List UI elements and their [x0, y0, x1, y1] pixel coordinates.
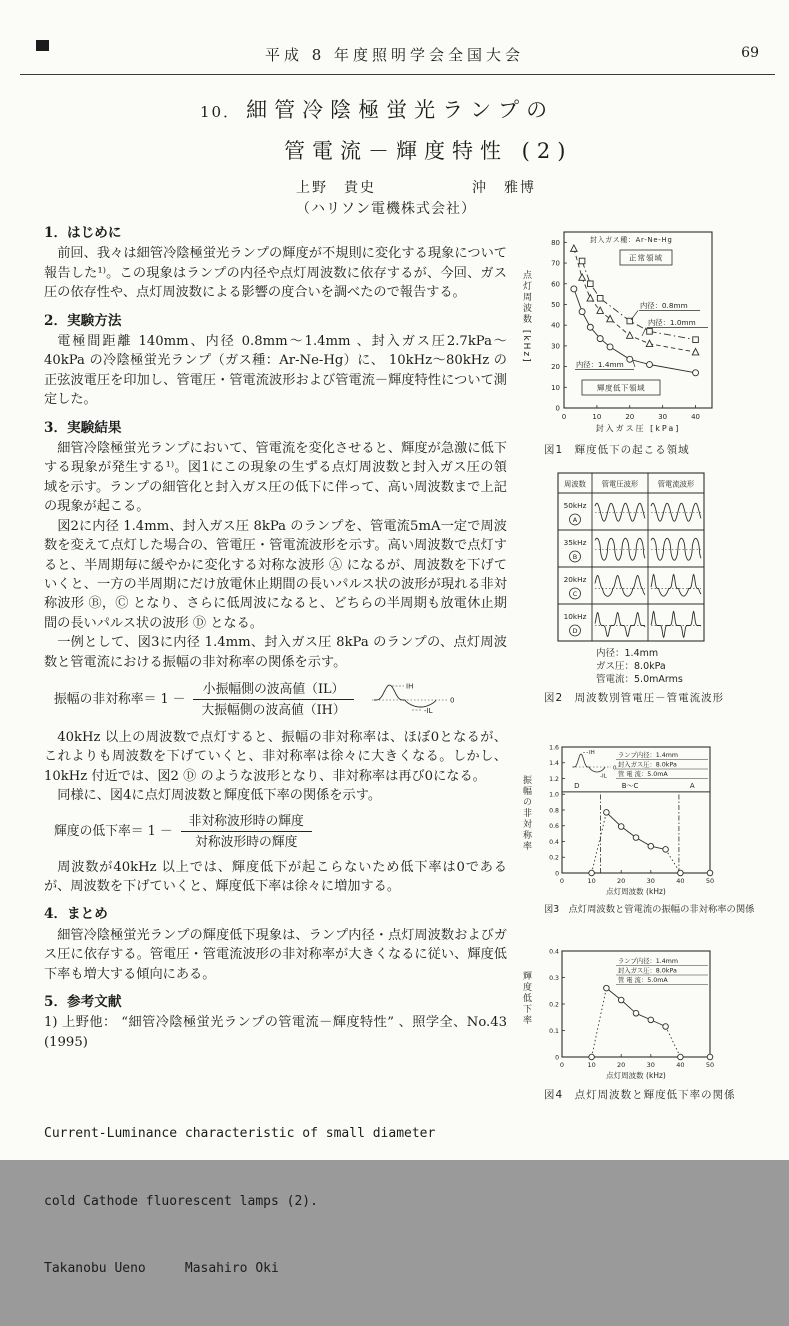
paragraph: 図2に内径 1.4mm、封入ガス圧 8kPa のランプを、管電流5mA一定で周波数を変えて点灯した場合の、管電圧・管電流波形を示す。高い周波数で点灯すると、半周期毎に緩やかに変化する対称な波形 Ⓐ になるが、周波数を下げていくと、一方の半周期にだけ放電休止期間の長いパルス状の波形が現れる非対称波形 Ⓑ，Ⓒ となり、さらに低周波になると、どちらの半周期も放電休止期間の長いパルス状の波形 Ⓓ となる。: [44, 518, 507, 631]
paper-number: 10．: [200, 103, 241, 121]
data-point: [587, 324, 593, 330]
svg-text:0.2: 0.2: [549, 1001, 559, 1009]
svg-text:0.8: 0.8: [549, 807, 559, 815]
condition-line: 内径：1.4mm: [596, 648, 659, 659]
english-title-line: Current-Luminance characteristic of small diameter: [44, 1126, 436, 1142]
svg-text:50: 50: [551, 300, 560, 309]
formula-numerator: 小振幅側の波高値（IL）: [193, 681, 353, 700]
data-point: [607, 315, 614, 321]
figure1-chart: [532, 224, 772, 438]
x-axis-label: 点灯周波数 (kHz): [606, 887, 666, 896]
data-point: [589, 1054, 595, 1060]
data-point: [663, 847, 669, 853]
header-rule: [20, 74, 775, 75]
paragraph: 一例として、図3に内径 1.4mm、封入ガス圧 8kPa のランプの、点灯周波数と管電流における振幅の非対称率の関係を示す。: [44, 635, 507, 670]
data-point: [633, 835, 639, 841]
data-point: [648, 843, 654, 849]
reference-entry: 1) 上野他： “細管冷陰極蛍光ランプの管電流－輝度特性” 、照学全、No.43 (1995): [44, 1015, 507, 1050]
svg-text:0.1: 0.1: [549, 1027, 559, 1035]
svg-text:0: 0: [559, 877, 565, 885]
data-point: [579, 274, 586, 280]
formula-luminance-drop: [54, 813, 507, 851]
svg-text:20: 20: [617, 1061, 626, 1069]
svg-text:20: 20: [617, 877, 626, 885]
svg-text:封入ガス種：Ar-Ne-Hg: 封入ガス種：Ar-Ne-Hg: [590, 236, 673, 244]
formula-lhs: 振幅の非対称率＝ 1 －: [54, 692, 186, 708]
data-point: [571, 245, 578, 251]
section-heading-3: 3．実験結果: [44, 419, 122, 436]
figure2-caption: 図2 周波数別管電圧－管電流波形: [544, 692, 725, 704]
section-heading-5: 5．参考文献: [44, 994, 122, 1010]
data-point: [648, 1017, 654, 1023]
formula-denominator: 対称波形時の輝度: [195, 834, 298, 850]
svg-text:0.4: 0.4: [549, 838, 559, 846]
row-frequency: 10kHz: [563, 612, 587, 621]
body-left-column: [44, 224, 507, 1326]
svg-text:0.4: 0.4: [549, 948, 559, 956]
svg-text:C: C: [572, 590, 578, 598]
data-point: [607, 344, 613, 350]
formula-fraction: [181, 813, 312, 851]
paragraph: 40kHz 以上の周波数で点灯すると、振幅の非対称率は、ほぼ0となるが、これよりも周波数を下げていくと、非対称率は徐々に大きくなる。しかし、10kHz 付近では、図2 Ⓓ のような波形となり、非対称率は再び0になる。: [44, 729, 507, 784]
paper-title-line2: 管電流－輝度特性 (2): [284, 139, 573, 163]
data-point: [571, 286, 577, 292]
paper-title-line1: [200, 94, 554, 124]
waveform-trace: [595, 613, 645, 637]
data-point: [626, 332, 633, 338]
english-title-line: cold Cathode fluorescent lamps (2).: [44, 1193, 318, 1209]
table-header: 管電流波形: [657, 479, 695, 489]
formula-fraction: [193, 681, 353, 719]
data-point: [579, 309, 585, 315]
svg-text:30: 30: [646, 877, 655, 885]
svg-text:30: 30: [551, 342, 560, 351]
svg-text:30: 30: [646, 1061, 655, 1069]
svg-text:0.2: 0.2: [549, 854, 559, 862]
figure-3: [520, 741, 784, 915]
svg-text:正常領域: 正常領域: [629, 253, 663, 263]
data-point: [678, 1054, 684, 1060]
inset-waveform: [572, 750, 617, 780]
condition-line: 管電流：5.0mArms: [596, 674, 683, 685]
figure2-waveform-table: [532, 471, 772, 643]
region-label: B～C: [621, 781, 639, 790]
waveform-trace: [595, 576, 645, 597]
paragraph: 細管冷陰極蛍光ランプの輝度低下現象は、ランプ内径・点灯周波数およびガス圧に依存する。管電圧・管電流波形の非対称率が大きくなるに従い、輝度低下率も増大する傾向にある。: [44, 927, 507, 982]
legend-line: 封入ガス圧：8.0kPa: [618, 761, 677, 769]
section-heading-1: 1．はじめに: [44, 225, 122, 241]
row-frequency: 35kHz: [563, 538, 587, 547]
data-point: [618, 824, 624, 830]
paragraph: 電極間距離 140mm、内径 0.8mm～1.4mm 、封入ガス圧2.7kPa～40kPa の冷陰極蛍光ランプ（ガス種：Ar-Ne-Hg）に、 10kHz～80kHz の正弦波電圧を印加し、管電圧・管電流波形および管電流－輝度特性について測定した。: [44, 334, 507, 408]
svg-text:10: 10: [592, 413, 602, 421]
legend-line: 管 電 流：5.0mA: [618, 977, 668, 984]
svg-text:輝度低下領域: 輝度低下領域: [597, 383, 645, 393]
svg-text:80: 80: [551, 238, 560, 247]
figure3-chart: [532, 741, 772, 897]
data-point: [646, 340, 653, 346]
svg-text:20: 20: [551, 363, 560, 372]
figure1-caption: 図1 輝度低下の起こる領域: [544, 444, 690, 456]
paragraph: 前回、我々は細管冷陰極蛍光ランプの輝度が不規則に変化する現象について報告した¹⁾。この現象はランプの内径や点灯周波数に依存するが、今回、ガス圧の依存性や、点灯周波数による影響の度合いを調べたので報告する。: [44, 246, 507, 301]
series-label: 内径：0.8mm: [640, 301, 688, 310]
data-point: [647, 329, 653, 335]
waveform-inset: [368, 679, 456, 721]
svg-text:0: 0: [561, 413, 567, 421]
svg-text:10: 10: [551, 383, 560, 392]
data-point: [663, 1024, 669, 1030]
svg-text:D: D: [572, 627, 578, 635]
formula-numerator: 非対称波形時の輝度: [181, 813, 312, 832]
svg-text:0.6: 0.6: [549, 823, 559, 831]
svg-text:0: 0: [555, 404, 560, 413]
section-heading-2: 2．実験方法: [44, 312, 122, 329]
figures-column: [520, 224, 784, 1102]
data-point: [678, 870, 684, 876]
affiliation: （ハリソン電機株式会社）: [296, 201, 476, 217]
data-point: [587, 295, 594, 301]
legend-line: 管 電 流：5.0mA: [618, 771, 668, 778]
svg-text:1.0: 1.0: [549, 791, 559, 799]
data-point: [633, 1010, 639, 1016]
page-number: 69: [741, 45, 759, 61]
legend-line: 封入ガス圧：8.0kPa: [618, 967, 677, 975]
data-point: [707, 870, 713, 876]
english-title-block: [44, 1078, 507, 1326]
svg-text:10: 10: [587, 877, 596, 885]
authors: 上野 貴史 沖 雅博: [296, 180, 536, 196]
data-point: [693, 370, 699, 376]
svg-text:B: B: [572, 553, 578, 561]
svg-text:-IL: -IL: [423, 706, 433, 715]
figure-4: [520, 945, 784, 1102]
waveform-trace: [651, 575, 701, 597]
figure-1: [520, 224, 784, 457]
data-point: [579, 258, 585, 264]
data-point: [604, 985, 610, 991]
svg-text:0: 0: [555, 870, 559, 878]
formula-denominator: 大振幅側の波高値（IH）: [201, 702, 346, 718]
svg-text:70: 70: [551, 259, 560, 268]
svg-text:0: 0: [449, 696, 455, 705]
condition-line: ガス圧：8.0kPa: [596, 661, 666, 672]
figure1-y-axis-label: 点灯周波数 [kHz]: [521, 270, 531, 364]
data-point: [588, 281, 594, 287]
formula-lhs: 輝度の低下率＝ 1 －: [54, 824, 173, 840]
x-axis-label: 封入ガス圧 [kPa]: [595, 424, 681, 433]
svg-text:40: 40: [691, 413, 701, 421]
svg-text:10: 10: [587, 1061, 596, 1069]
region-label: D: [574, 781, 580, 790]
svg-text:0: 0: [613, 765, 617, 772]
data-point: [627, 356, 633, 362]
svg-text:0: 0: [555, 1054, 559, 1062]
legend-line: ランプ内径：1.4mm: [618, 752, 679, 759]
section-heading-4: 4．まとめ: [44, 906, 108, 923]
svg-text:40: 40: [676, 1061, 685, 1069]
svg-text:0: 0: [559, 1061, 565, 1069]
data-point: [597, 295, 603, 301]
svg-text:IH: IH: [589, 750, 595, 756]
paragraph: 周波数が40kHz 以上では、輝度低下が起こらないため低下率は0であるが、周波数を下げていくと、輝度低下率は徐々に増加する。: [44, 859, 507, 894]
figure-2: [520, 471, 784, 705]
svg-text:50: 50: [705, 877, 715, 885]
data-point: [707, 1054, 713, 1060]
paragraph: 同様に、図4に点灯周波数と輝度低下率の関係を示す。: [57, 788, 382, 804]
data-point: [647, 362, 653, 368]
data-point: [604, 810, 610, 816]
svg-text:A: A: [572, 516, 578, 524]
data-point: [589, 870, 595, 876]
paragraph: 細管冷陰極蛍光ランプにおいて、管電流を変化させると、輝度が急激に低下する現象が発生する¹⁾。図1にこの現象の生ずる点灯周波数と封入ガス圧の領域を示す。ランプの細管化と封入ガス圧の低下に伴って、高い周波数まで上記の現象が起こる。: [44, 441, 507, 515]
svg-text:20: 20: [625, 413, 635, 421]
waveform-trace: [651, 612, 701, 638]
series-label: 内径：1.0mm: [648, 318, 696, 327]
legend-line: ランプ内径：1.4mm: [618, 958, 679, 965]
row-frequency: 20kHz: [563, 575, 587, 584]
svg-text:1.2: 1.2: [549, 775, 559, 783]
figure4-y-axis-label: 輝度低下率: [521, 971, 531, 1026]
data-point: [597, 336, 603, 342]
svg-text:40: 40: [676, 877, 685, 885]
data-point: [693, 337, 699, 343]
row-frequency: 50kHz: [563, 501, 587, 510]
svg-text:30: 30: [658, 413, 668, 421]
figure3-caption: 図3 点灯周波数と管電流の振幅の非対称率の関係: [544, 904, 755, 915]
svg-text:60: 60: [551, 280, 560, 289]
region-label: A: [689, 781, 695, 790]
english-authors: Takanobu Ueno Masahiro Oki: [44, 1261, 279, 1277]
data-point: [597, 307, 604, 313]
svg-text:50: 50: [705, 1061, 715, 1069]
svg-text:-IL: -IL: [600, 773, 607, 780]
svg-text:0.3: 0.3: [549, 974, 559, 982]
formula-amplitude-asymmetry: [54, 679, 507, 721]
svg-text:1.6: 1.6: [549, 744, 559, 752]
svg-text:40: 40: [551, 321, 560, 330]
conference-title: 平成 8 年度照明学会全国大会: [264, 46, 525, 64]
x-axis-label: 点灯周波数 (kHz): [606, 1071, 666, 1080]
figure4-chart: [532, 945, 772, 1083]
svg-text:IH: IH: [405, 682, 413, 691]
svg-text:1.4: 1.4: [549, 760, 559, 768]
figure4-caption: 図4 点灯周波数と輝度低下率の関係: [544, 1089, 736, 1101]
paper-title-text1: 細管冷陰極蛍光ランプの: [246, 98, 555, 122]
figure2-conditions: [596, 647, 784, 686]
table-header: 周波数: [564, 479, 586, 489]
figure3-y-axis-label: 振幅の非対称率: [521, 775, 531, 852]
data-point: [618, 997, 624, 1003]
table-header: 管電圧波形: [601, 479, 639, 489]
series-label: 内径：1.4mm: [576, 360, 624, 369]
